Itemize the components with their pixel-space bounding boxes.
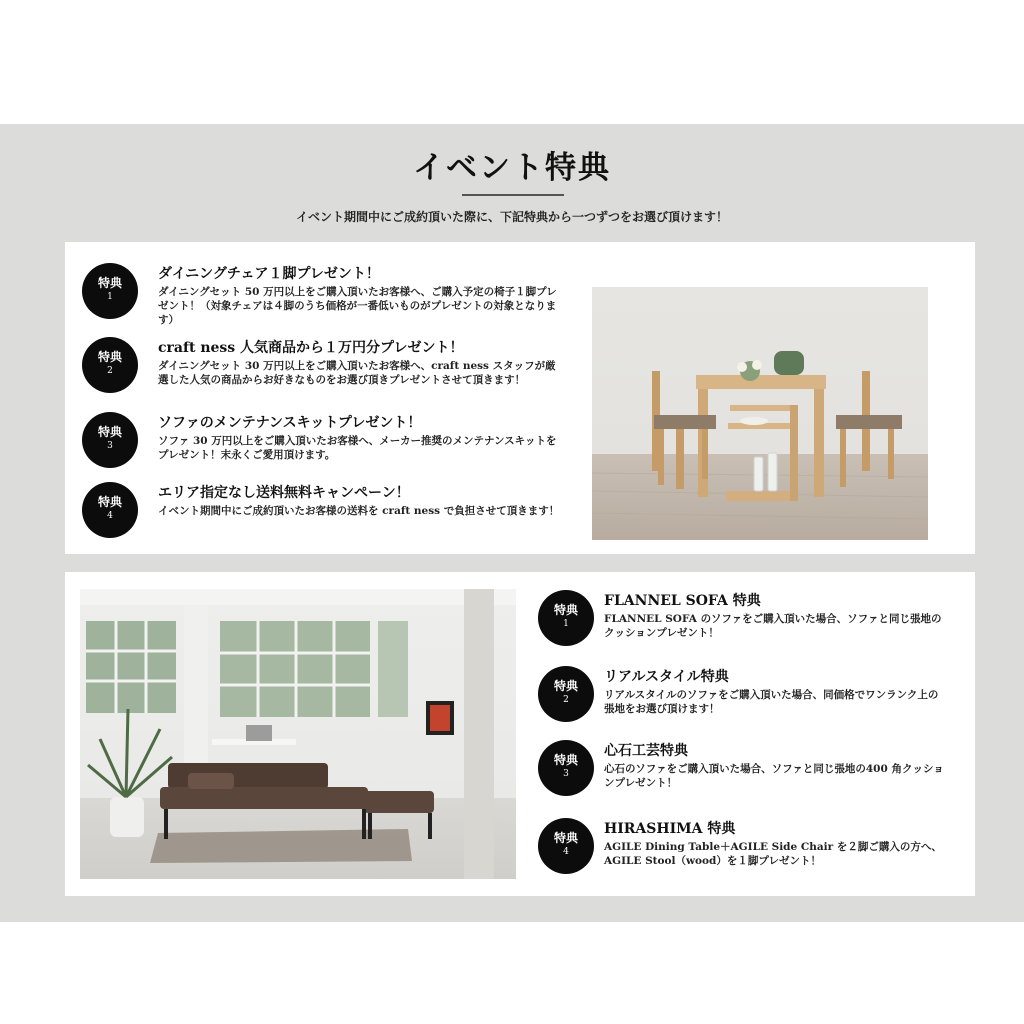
badge-label: 特典 xyxy=(553,831,578,845)
badge-number: 3 xyxy=(563,769,569,779)
perk-title: HIRASHIMA 特典 xyxy=(604,821,736,837)
perk-title: 心石工芸特典 xyxy=(604,743,688,759)
perk-badge xyxy=(82,412,138,468)
badge-label: 特典 xyxy=(553,603,578,617)
perk-badge xyxy=(538,590,594,646)
title-divider xyxy=(462,194,564,196)
perk-description: AGILE Dining Table＋AGILE Side Chair を２脚ご購入の方へ、AGILE Stool（wood）を１脚プレゼント！ xyxy=(604,841,942,867)
perk-description: FLANNEL SOFA のソファをご購入頂いた場合、ソファと同じ張地のクッションプレゼント！ xyxy=(604,613,942,639)
perk-title: リアルスタイル特典 xyxy=(604,669,729,685)
badge-number: 3 xyxy=(107,441,113,451)
perk-badge xyxy=(538,740,594,796)
badge-number: 1 xyxy=(563,619,569,629)
dining-set-photo xyxy=(592,287,928,540)
perk-badge xyxy=(82,482,138,538)
perk-description: ダイニングセット 50 万円以上をご購入頂いたお客様へ、ご購入予定の椅子１脚プレゼント！（対象チェアは４脚のうち価格が一番低いものがプレゼントの対象となります） xyxy=(158,286,557,326)
badge-label: 特典 xyxy=(97,495,122,509)
page-subtitle: イベント期間中にご成約頂いた際に、下記特典から一つずつをお選び頂けます！ xyxy=(295,210,728,224)
badge-number: 1 xyxy=(107,292,113,302)
dining-set-illustration xyxy=(592,287,928,540)
badge-label: 特典 xyxy=(97,425,122,439)
badge-label: 特典 xyxy=(97,350,122,364)
perk-badge xyxy=(82,263,138,319)
badge-number: 4 xyxy=(107,511,113,521)
living-room-photo xyxy=(80,589,516,879)
perk-description: イベント期間中にご成約頂いたお客様の送料を craft ness で負担させて頂きます！ xyxy=(158,505,560,517)
perk-badge xyxy=(538,818,594,874)
perk-description: ソファ 30 万円以上をご購入頂いたお客様へ、メーカー推奨のメンテナンスキットをプレゼント！末永くご愛用頂けます。 xyxy=(158,435,557,461)
badge-number: 4 xyxy=(563,847,569,857)
perk-title: FLANNEL SOFA 特典 xyxy=(604,593,761,609)
badge-number: 2 xyxy=(107,366,113,376)
perk-badge xyxy=(82,337,138,393)
perk-description: リアルスタイルのソファをご購入頂いた場合、同価格でワンランク上の張地をお選び頂けます！ xyxy=(604,689,939,715)
perk-title: craft ness 人気商品から１万円分プレゼント！ xyxy=(158,340,464,356)
badge-label: 特典 xyxy=(553,753,578,767)
perk-description: ダイニングセット 30 万円以上をご購入頂いたお客様へ、craft ness スタッフが厳選した人気の商品からお好きなものをお選び頂きプレゼントさせて頂きます！ xyxy=(158,360,556,386)
perk-title: エリア指定なし送料無料キャンペーン！ xyxy=(158,485,410,501)
perk-description: 心石のソファをご購入頂いた場合、ソファと同じ張地の400 角クッションプレゼント！ xyxy=(604,763,944,789)
badge-label: 特典 xyxy=(97,276,122,290)
page-title: イベント特典 xyxy=(413,150,611,186)
badge-number: 2 xyxy=(563,695,569,705)
perk-badge xyxy=(538,666,594,722)
perk-title: ソファのメンテナンスキットプレゼント！ xyxy=(158,415,422,431)
living-room-illustration xyxy=(80,589,516,879)
badge-label: 特典 xyxy=(553,679,578,693)
perk-title: ダイニングチェア１脚プレゼント！ xyxy=(158,266,380,282)
